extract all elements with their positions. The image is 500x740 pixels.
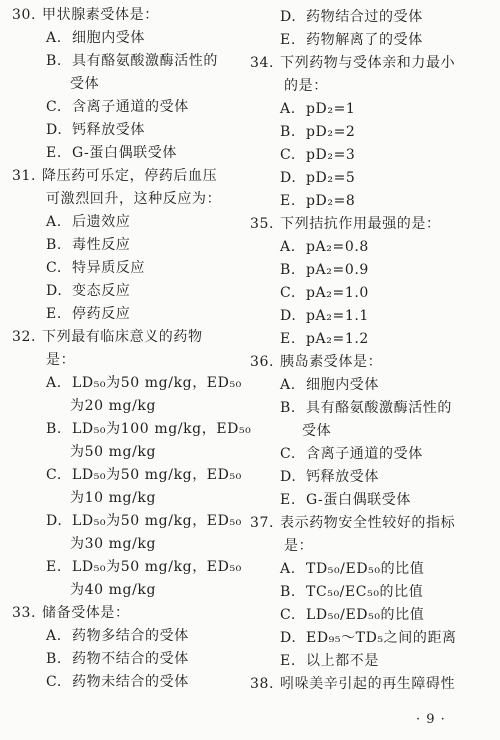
option-label: D. [46,122,63,138]
question-line [12,326,247,349]
option-text: 为30 mg/kg [70,536,157,552]
answer-option [12,50,247,73]
question-text: 降压药可乐定，停药后血压 [42,168,218,184]
option-label: B. [280,262,296,278]
question-continuation [12,349,247,372]
answer-option [12,510,247,533]
option-label: B. [46,53,62,69]
option-label: C. [46,467,62,483]
option-text: pD₂=8 [306,193,356,209]
answer-option [250,650,485,673]
question-text: 甲状腺素受体是： [42,7,159,23]
option-label: B. [280,400,296,416]
answer-option [12,671,247,694]
answer-option [12,257,247,280]
option-continuation [12,441,247,464]
question-text: 是： [46,352,76,368]
answer-option [12,303,247,326]
answer-option [250,328,485,351]
option-text: 停药反应 [72,306,131,322]
option-text: 变态反应 [72,283,131,299]
question-line [250,52,485,75]
answer-option [250,259,485,282]
question-text: 下列拮抗作用最强的是： [280,216,441,232]
option-text: G-蛋白偶联受体 [72,145,177,161]
question-line [250,213,485,236]
option-label: C. [280,285,296,301]
option-text: LD₅₀为50 mg/kg，ED₅₀ [72,559,242,575]
answer-option [250,144,485,167]
answer-option [250,581,485,604]
answer-option [250,397,485,420]
page-number: · 9 · [416,712,446,727]
question-text: 吲哚美辛引起的再生障碍性 [280,676,456,692]
option-label: B. [46,237,62,253]
question-text: 储备受体是： [42,605,130,621]
answer-option [250,282,485,305]
answer-option [12,211,247,234]
question-text: 的是： [284,78,328,94]
option-text: LD₅₀为50 mg/kg，ED₅₀ [72,467,242,483]
option-label: A. [280,561,296,577]
option-text: 为10 mg/kg [70,490,157,506]
answer-option [12,556,247,579]
option-label: C. [280,446,296,462]
answer-option [12,464,247,487]
option-text: pD₂=5 [306,170,356,186]
option-label: A. [280,101,296,117]
answer-option [12,234,247,257]
answer-option [12,27,247,50]
answer-option [250,6,485,29]
option-label: E. [46,559,62,575]
answer-option [12,648,247,671]
option-label: E. [280,193,296,209]
option-text: 药物不结合的受体 [72,651,189,667]
question-line [250,512,485,535]
question-text: 下列药物与受体亲和力最小 [280,55,456,71]
option-text: TC₅₀/EC₅₀的比值 [306,584,424,600]
option-label: E. [46,145,62,161]
option-text: pA₂=0.9 [306,262,369,278]
option-text: 毒性反应 [72,237,131,253]
question-line [12,602,247,625]
option-label: A. [280,377,296,393]
option-text: 含离子通道的受体 [72,99,189,115]
option-text: G-蛋白偶联受体 [306,492,411,508]
option-label: A. [46,214,62,230]
question-text: 可激烈回升，这种反应为： [46,191,222,207]
answer-option [12,372,247,395]
answer-option [250,443,485,466]
answer-option [12,142,247,165]
option-text: LD₅₀为50 mg/kg，ED₅₀ [72,375,242,391]
option-label: C. [46,99,62,115]
question-number: 35. [250,216,275,232]
question-continuation [250,535,485,558]
answer-option [250,489,485,512]
question-text: 胰岛素受体是： [280,354,383,370]
option-text: pD₂=2 [306,124,356,140]
option-label: D. [280,308,297,324]
question-text: 是： [284,538,314,554]
question-number: 33. [12,605,37,621]
option-text: 为40 mg/kg [70,582,157,598]
option-label: C. [46,674,62,690]
option-text: 药物未结合的受体 [72,674,189,690]
question-number: 31. [12,168,37,184]
option-text: 为50 mg/kg [70,444,157,460]
option-text: pD₂=1 [306,101,356,117]
option-text: 细胞内受体 [72,30,145,46]
option-label: A. [46,628,62,644]
option-text: pA₂=1.1 [306,308,369,324]
option-continuation [12,579,247,602]
option-text: 受体 [302,423,332,439]
answer-option [250,558,485,581]
answer-option [12,96,247,119]
answer-option [250,604,485,627]
option-text: 药物多结合的受体 [72,628,189,644]
left-column [12,4,252,694]
option-continuation [12,395,247,418]
answer-option [250,98,485,121]
option-text: pD₂=3 [306,147,356,163]
answer-option [250,167,485,190]
option-label: D. [280,630,297,646]
option-text: 受体 [70,76,100,92]
option-text: 药物解离了的受体 [306,32,423,48]
option-text: 为20 mg/kg [70,398,157,414]
question-continuation [250,75,485,98]
answer-option [250,121,485,144]
question-number: 30. [12,7,37,23]
option-label: D. [280,469,297,485]
option-label: E. [280,331,296,347]
option-label: B. [280,584,296,600]
option-text: pA₂=1.2 [306,331,369,347]
option-text: 钙释放受体 [72,122,145,138]
question-line [12,4,247,27]
option-label: E. [280,653,296,669]
answer-option [250,627,485,650]
option-label: D. [46,283,63,299]
option-text: LD₅₀为100 mg/kg，ED₅₀ [72,421,252,437]
option-text: 以上都不是 [306,653,379,669]
question-number: 36. [250,354,275,370]
question-number: 32. [12,329,37,345]
option-label: C. [280,607,296,623]
option-label: E. [280,32,296,48]
question-number: 37. [250,515,275,531]
option-label: D. [280,9,297,25]
option-continuation [12,73,247,96]
answer-option [12,625,247,648]
option-text: 具有酪氨酸激酶活性的 [306,400,452,416]
option-continuation [12,533,247,556]
option-label: D. [46,513,63,529]
option-text: pA₂=1.0 [306,285,369,301]
option-text: pA₂=0.8 [306,239,369,255]
answer-option [250,305,485,328]
answer-option [250,374,485,397]
answer-option [12,418,252,441]
question-number: 34. [250,55,275,71]
option-label: E. [46,306,62,322]
question-text: 表示药物安全性较好的指标 [280,515,456,531]
option-label: B. [46,421,62,437]
option-text: TD₅₀/ED₅₀的比值 [306,561,425,577]
answer-option [250,29,485,52]
option-continuation [12,487,247,510]
answer-option [250,466,485,489]
option-label: D. [280,170,297,186]
option-text: 特异质反应 [72,260,145,276]
question-text: 下列最有临床意义的药物 [42,329,203,345]
option-label: C. [46,260,62,276]
option-text: 具有酪氨酸激酶活性的 [72,53,218,69]
option-label: A. [46,30,62,46]
answer-option [12,119,247,142]
answer-option [12,280,247,303]
question-line [250,351,485,374]
option-text: 含离子通道的受体 [306,446,423,462]
question-line [250,673,485,696]
option-text: 钙释放受体 [306,469,379,485]
right-column [250,6,485,696]
option-text: ED₉₅～TD₅之间的距离 [306,630,457,646]
option-label: A. [46,375,62,391]
option-label: E. [280,492,296,508]
option-text: 药物结合过的受体 [306,9,423,25]
answer-option [250,236,485,259]
option-label: A. [280,239,296,255]
option-label: B. [46,651,62,667]
question-continuation [12,188,247,211]
option-text: 细胞内受体 [306,377,379,393]
answer-option [250,190,485,213]
option-label: C. [280,147,296,163]
option-text: LD₅₀/ED₅₀的比值 [306,607,425,623]
question-line [12,165,247,188]
option-text: LD₅₀为50 mg/kg，ED₅₀ [72,513,242,529]
option-text: 后遗效应 [72,214,131,230]
option-continuation [250,420,485,443]
option-label: B. [280,124,296,140]
question-number: 38. [250,676,275,692]
